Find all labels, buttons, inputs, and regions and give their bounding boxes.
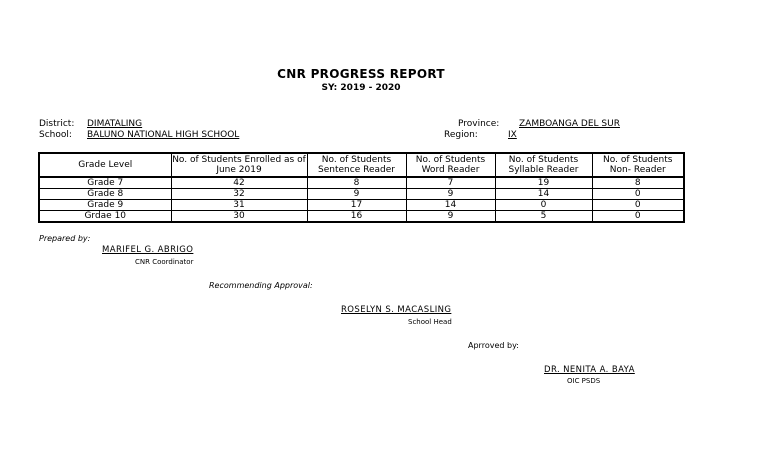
header-non-reader: No. of Students Non- Reader [592, 153, 684, 177]
table-row [39, 177, 684, 189]
recommending-label: Recommending Approval: [209, 281, 313, 290]
district-label: District: [39, 119, 75, 129]
table-header-row [39, 153, 684, 177]
table-row [39, 211, 684, 223]
cell-grade: Grade 8 [39, 189, 171, 200]
header-syllable-reader: No. of Students Syllable Reader [495, 153, 592, 177]
cell-non-reader: 8 [592, 177, 684, 189]
province-label: Province: [458, 119, 500, 129]
header-grade-level: Grade Level [39, 153, 171, 177]
cell-word: 9 [406, 211, 495, 223]
cell-non-reader: 0 [592, 189, 684, 200]
prepared-by-name: MARIFEL G. ABRIGO [102, 245, 194, 255]
recommending-role: School Head [408, 318, 452, 326]
district-value: DIMATALING [87, 119, 143, 129]
school-year: SY: 2019 - 2020 [321, 83, 401, 93]
approved-by-role: OIC PSDS [567, 377, 601, 385]
cell-grade: Grdae 10 [39, 211, 171, 223]
cell-sentence: 9 [307, 189, 406, 200]
cell-enrolled: 32 [171, 189, 307, 200]
cell-non-reader: 0 [592, 211, 684, 223]
cell-enrolled: 30 [171, 211, 307, 223]
cell-word: 9 [406, 189, 495, 200]
progress-table [38, 152, 685, 223]
approved-by-name: DR. NENITA A. BAYA [544, 365, 635, 375]
table-row [39, 200, 684, 211]
prepared-by-label: Prepared by: [39, 234, 91, 243]
cell-sentence: 16 [307, 211, 406, 223]
region-label: Region: [444, 130, 478, 140]
school-value: BALUNO NATIONAL HIGH SCHOOL [87, 130, 240, 140]
province-value: ZAMBOANGA DEL SUR [519, 119, 620, 129]
region-value: IX [508, 130, 517, 140]
cell-enrolled: 42 [171, 177, 307, 189]
cell-non-reader: 0 [592, 200, 684, 211]
cell-syllable: 5 [495, 211, 592, 223]
header-word-reader: No. of Students Word Reader [406, 153, 495, 177]
cell-enrolled: 31 [171, 200, 307, 211]
cell-sentence: 17 [307, 200, 406, 211]
approved-by-label: Aprroved by: [468, 341, 519, 350]
cell-word: 7 [406, 177, 495, 189]
table-row [39, 189, 684, 200]
header-sentence-reader: No. of Students Sentence Reader [307, 153, 406, 177]
recommending-name: ROSELYN S. MACASLING [341, 305, 452, 315]
prepared-by-role: CNR Coordinator [135, 258, 194, 266]
cell-word: 14 [406, 200, 495, 211]
cell-syllable: 14 [495, 189, 592, 200]
cell-syllable: 0 [495, 200, 592, 211]
header-enrolled: No. of Students Enrolled as of June 2019 [172, 155, 306, 175]
cell-grade: Grade 7 [39, 177, 171, 189]
school-label: School: [39, 130, 72, 140]
cell-sentence: 8 [307, 177, 406, 189]
cell-grade: Grade 9 [39, 200, 171, 211]
cell-syllable: 19 [495, 177, 592, 189]
report-title: CNR PROGRESS REPORT [277, 67, 445, 81]
